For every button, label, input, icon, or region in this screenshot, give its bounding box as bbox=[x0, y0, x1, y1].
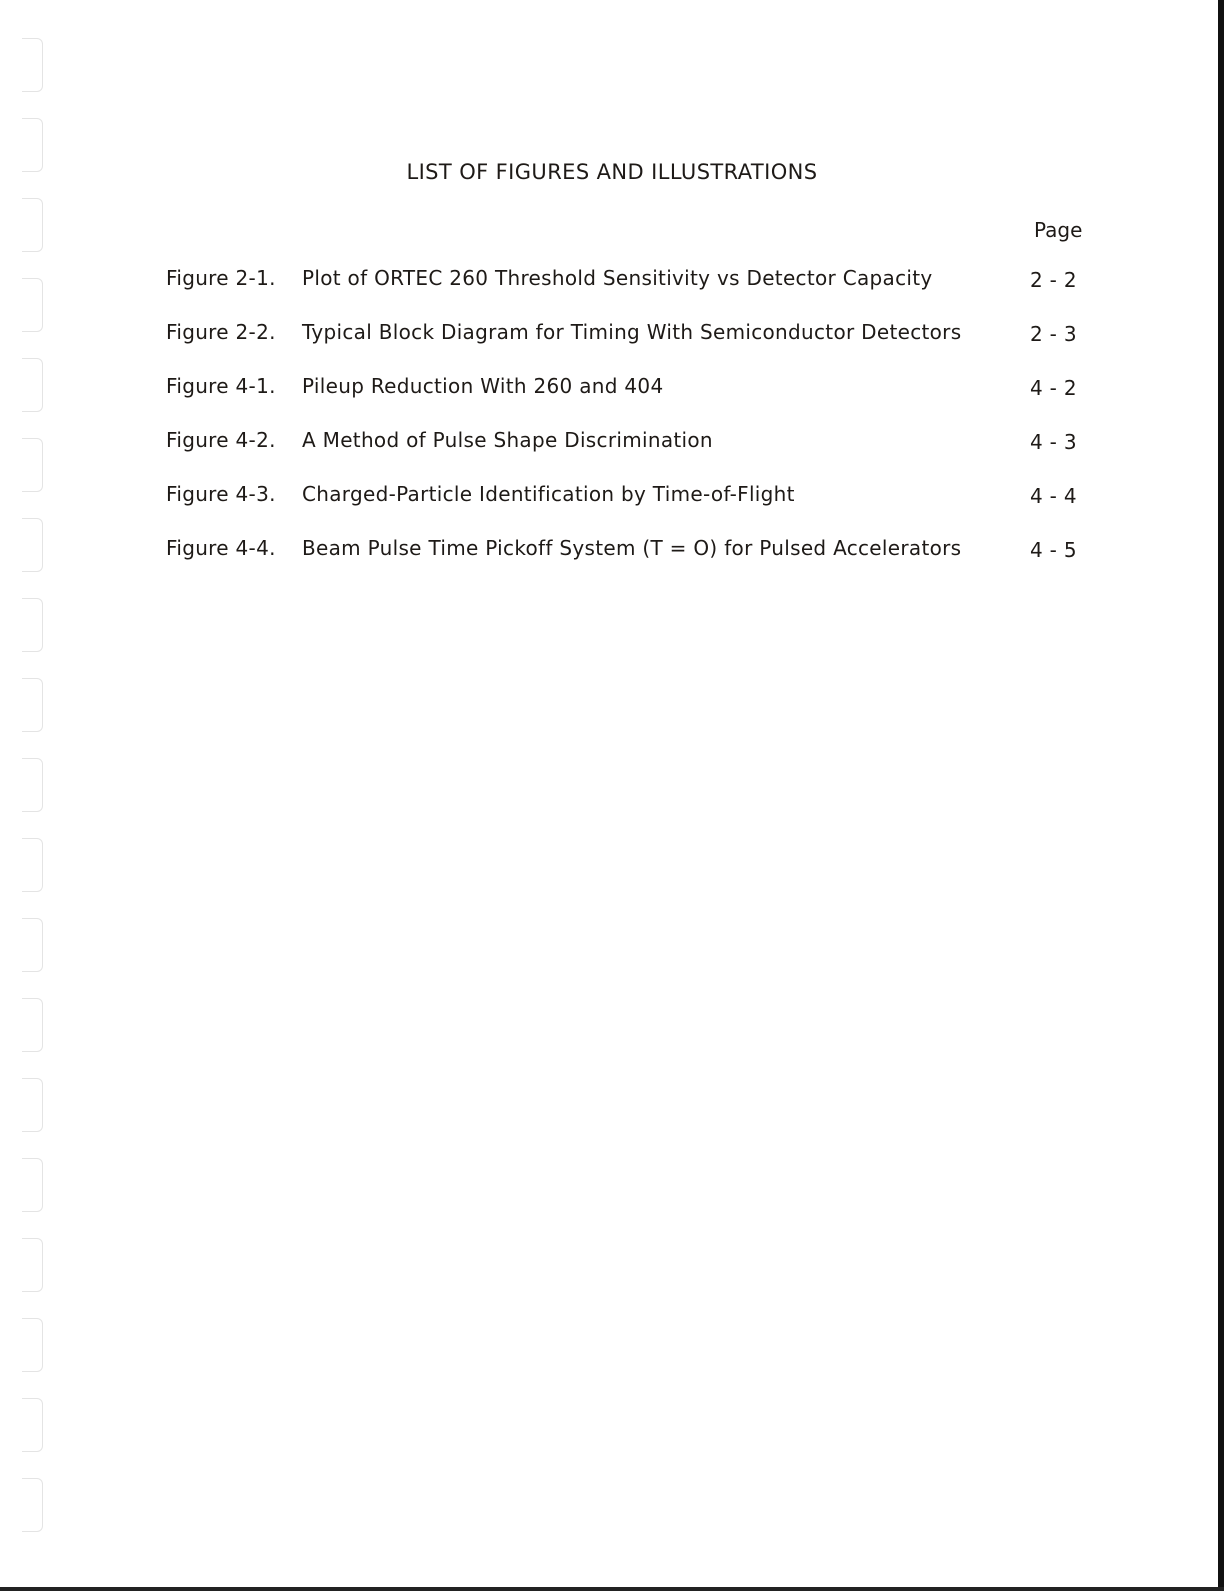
binding-hole bbox=[22, 198, 43, 252]
binding-hole bbox=[22, 1238, 43, 1292]
figure-entry bbox=[166, 482, 1096, 536]
binding-hole bbox=[22, 758, 43, 812]
binding-hole bbox=[22, 358, 43, 412]
figure-title: A Method of Pulse Shape Discrimination bbox=[302, 428, 713, 452]
figure-title: Charged-Particle Identification by Time-of-Flight bbox=[302, 482, 795, 506]
page-edge-right bbox=[1218, 0, 1224, 1591]
binding-hole bbox=[22, 678, 43, 732]
figure-title: Typical Block Diagram for Timing With Semiconductor Detectors bbox=[302, 320, 962, 344]
figure-page-number: 4 - 2 bbox=[1030, 376, 1077, 400]
figure-title: Beam Pulse Time Pickoff System (T = O) for Pulsed Accelerators bbox=[302, 536, 962, 560]
figure-number: Figure 4-3. bbox=[166, 482, 276, 506]
figure-entry bbox=[166, 320, 1096, 374]
figure-page-number: 4 - 3 bbox=[1030, 430, 1077, 454]
binding-hole bbox=[22, 278, 43, 332]
figure-page-number: 4 - 4 bbox=[1030, 484, 1077, 508]
figure-number: Figure 2-2. bbox=[166, 320, 276, 344]
binding-hole bbox=[22, 1318, 43, 1372]
figure-title: Pileup Reduction With 260 and 404 bbox=[302, 374, 664, 398]
figure-entry bbox=[166, 266, 1096, 320]
figure-list bbox=[166, 266, 1096, 590]
binding-hole bbox=[22, 1478, 43, 1532]
page-title: LIST OF FIGURES AND ILLUSTRATIONS bbox=[406, 160, 818, 184]
binding-hole bbox=[22, 1158, 43, 1212]
binding-holes bbox=[22, 38, 44, 1558]
binding-hole bbox=[22, 598, 43, 652]
page-edge-bottom bbox=[0, 1587, 1224, 1591]
figure-page-number: 4 - 5 bbox=[1030, 538, 1077, 562]
binding-hole bbox=[22, 518, 43, 572]
figure-page-number: 2 - 2 bbox=[1030, 268, 1077, 292]
binding-hole bbox=[22, 998, 43, 1052]
figure-number: Figure 2-1. bbox=[166, 266, 276, 290]
binding-hole bbox=[22, 1078, 43, 1132]
binding-hole bbox=[22, 1398, 43, 1452]
binding-hole bbox=[22, 838, 43, 892]
figure-entry bbox=[166, 536, 1096, 590]
figure-entry bbox=[166, 374, 1096, 428]
figure-title: Plot of ORTEC 260 Threshold Sensitivity vs Detector Capacity bbox=[302, 266, 933, 290]
figure-number: Figure 4-2. bbox=[166, 428, 276, 452]
figure-entry bbox=[166, 428, 1096, 482]
figure-page-number: 2 - 3 bbox=[1030, 322, 1077, 346]
page-column-header: Page bbox=[1034, 218, 1083, 242]
figure-number: Figure 4-4. bbox=[166, 536, 276, 560]
binding-hole bbox=[22, 38, 43, 92]
figure-number: Figure 4-1. bbox=[166, 374, 276, 398]
binding-hole bbox=[22, 918, 43, 972]
binding-hole bbox=[22, 438, 43, 492]
